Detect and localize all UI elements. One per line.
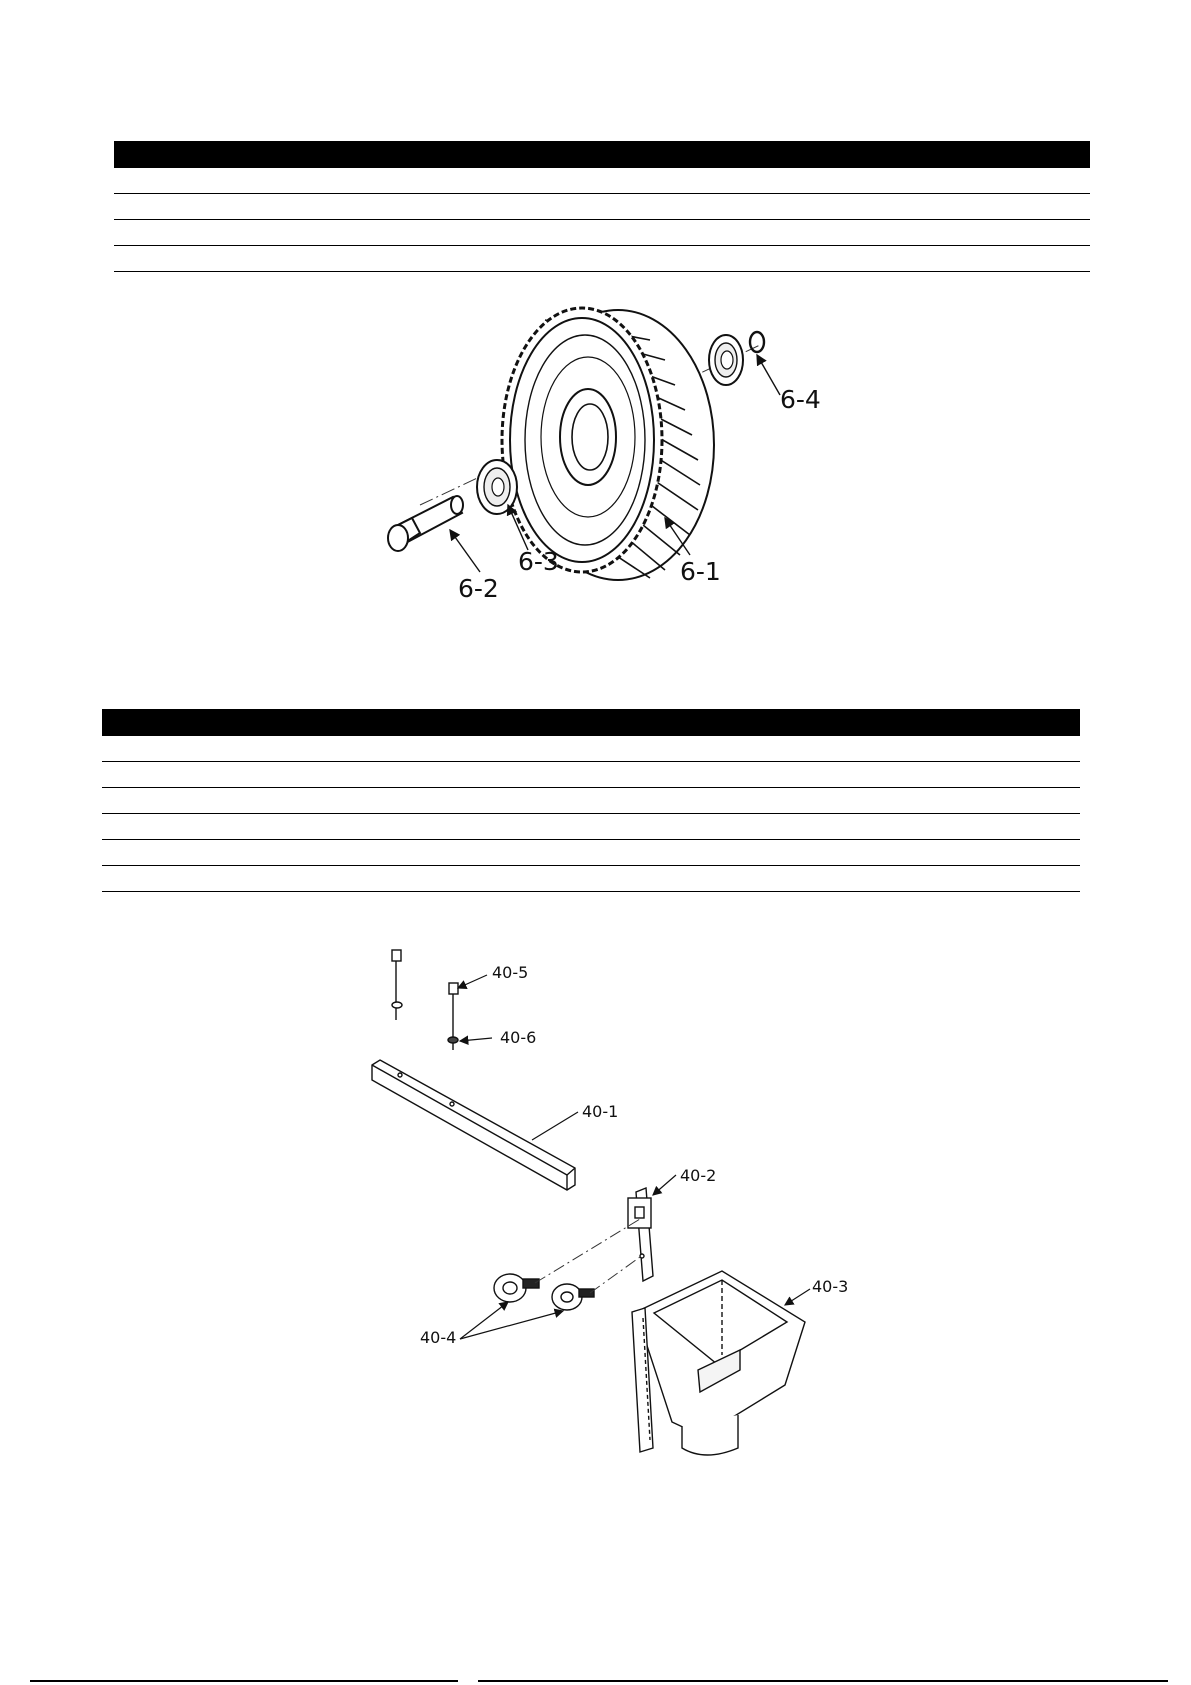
- screw-right: [448, 983, 458, 1050]
- bearing-upper: [709, 335, 743, 385]
- bar: [372, 1060, 575, 1190]
- page-bottom-rule-left: [30, 1680, 458, 1682]
- label-40-4: 40-4: [420, 1328, 457, 1347]
- label-6-2: 6-2: [458, 574, 499, 603]
- bracket: [628, 1188, 653, 1281]
- label-40-1: 40-1: [582, 1102, 619, 1121]
- retaining-ring: [750, 332, 764, 352]
- label-6-3: 6-3: [518, 547, 559, 576]
- label-40-6: 40-6: [500, 1028, 537, 1047]
- label-40-2: 40-2: [680, 1166, 717, 1185]
- hopper: [632, 1271, 805, 1455]
- hopper-assembly-diagram: [372, 950, 848, 1455]
- page-bottom-rule-right: [478, 1680, 1168, 1682]
- knob-left: [494, 1274, 539, 1302]
- knob-right: [552, 1284, 594, 1310]
- label-6-4: 6-4: [780, 385, 821, 414]
- screw-left: [392, 950, 402, 1020]
- contact-wheel: [502, 308, 714, 580]
- shaft: [388, 496, 463, 551]
- bearing-lower: [477, 460, 517, 514]
- label-40-5: 40-5: [492, 963, 529, 982]
- label-40-3: 40-3: [812, 1277, 849, 1296]
- label-6-1: 6-1: [680, 557, 721, 586]
